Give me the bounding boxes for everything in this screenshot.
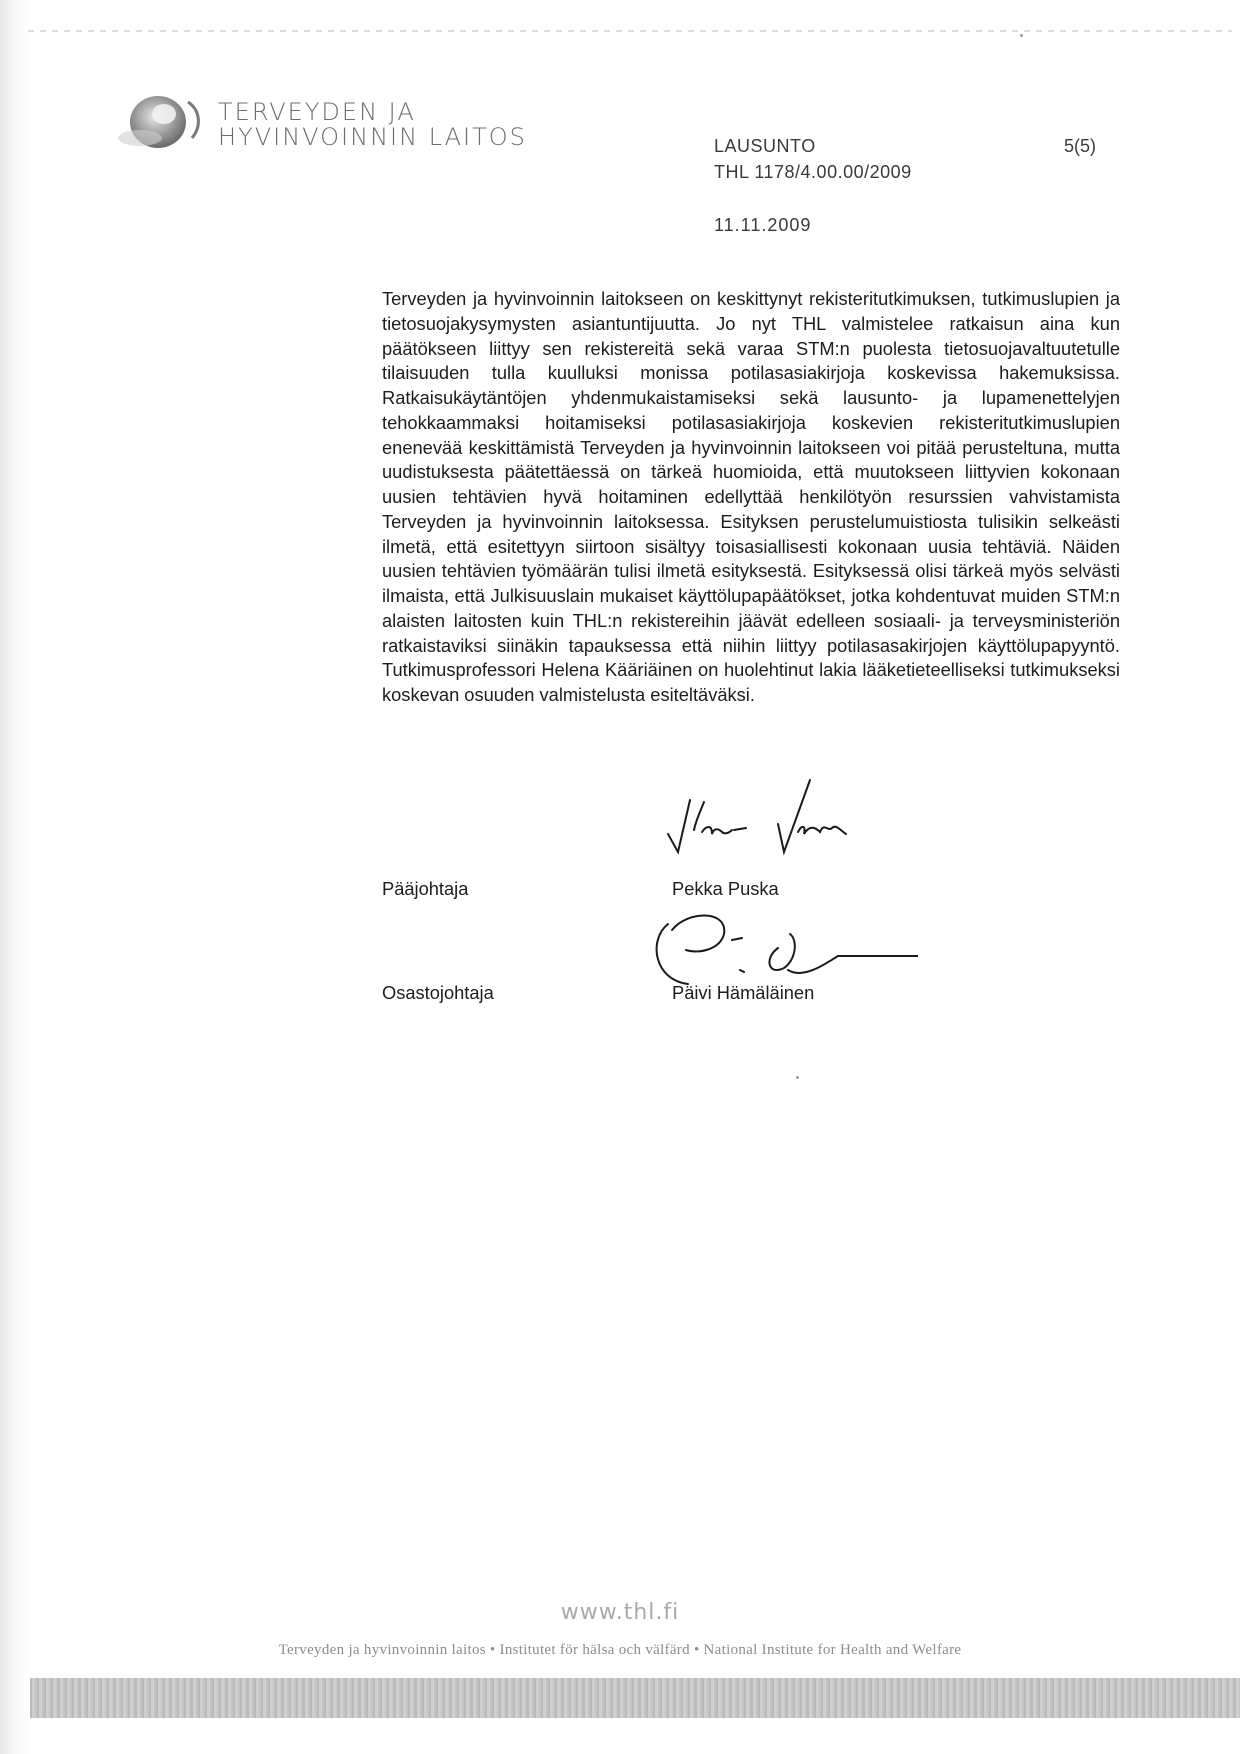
- footer-institute-names: Terveyden ja hyvinvoinnin laitos • Institutet för hälsa och välfärd • National Institute for Health and Welfare: [278, 1642, 962, 1658]
- footer-website-url: www.thl.fi: [560, 1600, 680, 1625]
- document-type: LAUSUNTO: [714, 136, 816, 156]
- signer-role-2: Osastojohtaja: [382, 982, 494, 1003]
- signature-pekka-puska: [660, 772, 900, 872]
- org-name-line-1: TERVEYDEN JA: [218, 98, 416, 126]
- organization-name: [218, 100, 527, 150]
- page-number: 5(5): [1064, 136, 1097, 156]
- thl-logo-icon: [118, 86, 218, 150]
- signer-name-1: Pekka Puska: [672, 878, 779, 899]
- signer-name-2: Päivi Hämäläinen: [672, 982, 815, 1003]
- scan-edge: [0, 0, 30, 1754]
- org-name-line-2: HYVINVOINNIN LAITOS: [218, 123, 527, 151]
- document-number: THL 1178/4.00.00/2009: [714, 162, 912, 182]
- statement-paragraph: Terveyden ja hyvinvoinnin laitokseen on keskittynyt rekisteritutkimuksen, tutkimuslupien ja tietosuojakysymysten asiantuntijuutta. Jo nyt THL valmistelee ratkaisun aina kun päätökseen liittyy sen rekistereitä sekä varaa STM:n puolesta tietosuojavaltuutetulle tilaisuuden tulla kuulluksi monissa potilasasiakirjoja koskevissa hakemuksissa. Ratkaisukäytäntöjen yhdenmukaistamiseksi sekä lausunto- ja lupamenettelyjen tehokkaammaksi hoitamiseksi potilasasiakirjoja koskevien rekisteritutkimuslupien enenevää keskittämistä Terveyden ja hyvinvoinnin laitokseen voi pitää perusteltuna, mutta uudistuksesta päätettäessä on tärkeä huomioida, että muutokseen liittyvien kokonaan uusien tehtävien hyvä hoitaminen edellyttää henkilötyön resurssien vahvistamista Terveyden ja hyvinvoinnin laitoksessa. Esityksen perustelumuistiosta tulisikin selkeästi ilmetä, että esitettyyn siirtoon sisältyy toisasiallisesti kokonaan uusia tehtäviä. Näiden uusien tehtävien työmäärän tulisi ilmetä esityksestä. Esityksessä olisi tärkeä myös selvästi ilmaista, että Julkisuuslain mukaiset käyttölupapäätökset, jotka kohdentuvat muiden STM:n alaisten laitosten kuin THL:n rekistereihin jäävät edelleen sosiaali- ja terveysministeriön ratkaistaviksi siinäkin tapauksessa että niihin liittyy potilasasakirjojen käyttölupapyyntö. Tutkimusprofessori Helena Kääriäinen on huolehtinut lakia lääketieteelliseksi tutkimukseksi koskevan osuuden valmistelusta esiteltäväksi.: [382, 288, 1120, 705]
- scan-footer-band: [30, 1678, 1240, 1718]
- signer-role-1: Pääjohtaja: [382, 878, 469, 899]
- scan-speck: [796, 1076, 799, 1079]
- document-date: 11.11.2009: [714, 215, 812, 235]
- scan-speck: [1020, 34, 1023, 37]
- scan-artifact-line: [28, 30, 1232, 32]
